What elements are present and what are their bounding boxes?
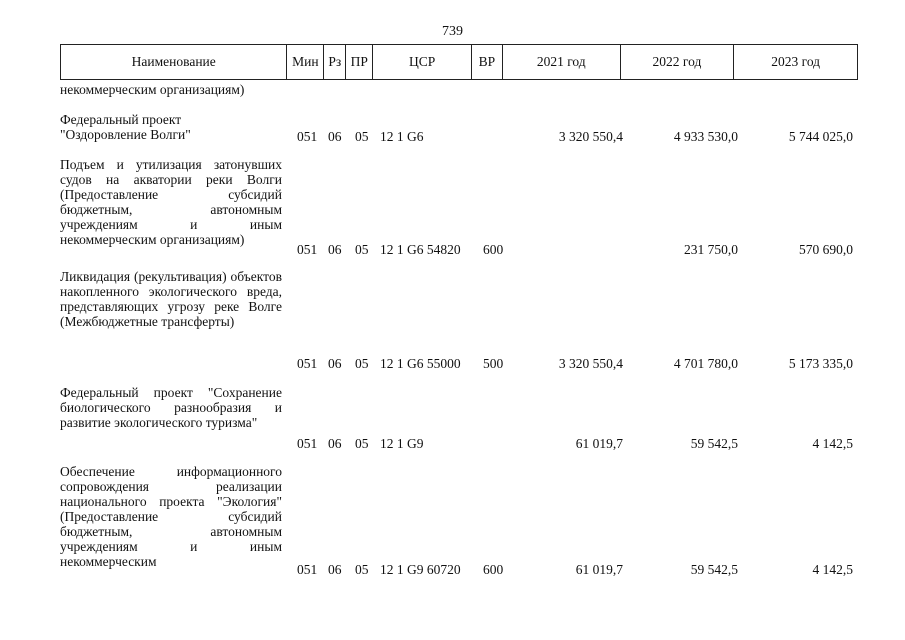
row-vr: 600	[483, 562, 504, 577]
row-2021: 61 019,7	[575, 436, 623, 451]
row-rz: 06	[328, 356, 342, 371]
header-name: Наименование	[61, 45, 287, 79]
row-2023: 570 690,0	[799, 242, 853, 257]
row-csr: 12 1 G6 55000	[380, 356, 461, 371]
row-min: 051	[297, 242, 318, 257]
row-vr: 600	[483, 242, 504, 257]
header-csr: ЦСР	[373, 45, 472, 79]
row-rz: 06	[328, 562, 342, 577]
row-2023: 5 173 335,0	[788, 356, 853, 371]
row-pr: 05	[355, 562, 369, 577]
row-csr: 12 1 G6	[380, 129, 424, 144]
continuation-text: некоммерческим организациям)	[60, 82, 245, 97]
row-2022: 231 750,0	[684, 242, 738, 257]
header-2023: 2023 год	[771, 54, 821, 69]
row-csr: 12 1 G6 54820	[380, 242, 461, 257]
row-2023: 4 142,5	[812, 436, 853, 451]
row-2022: 4 701 780,0	[673, 356, 738, 371]
row-name: Обеспечение информационного сопровождения реализации национального проекта "Экология" (Предоставление субсидий бюджетным, автономным учреждениям и иным некоммерческим	[60, 464, 282, 569]
row-2021: 61 019,7	[575, 562, 623, 577]
row-vr: 500	[483, 356, 504, 371]
row-rz: 06	[328, 436, 342, 451]
header-vr: ВР	[472, 45, 503, 79]
row-pr: 05	[355, 436, 369, 451]
header-2021: 2021 год	[503, 45, 621, 79]
page-number: 739	[442, 24, 463, 39]
row-pr: 05	[355, 242, 369, 257]
row-2022: 59 542,5	[690, 562, 738, 577]
row-min: 051	[297, 562, 318, 577]
row-name: Подъем и утилизация затонувших судов на акватории реки Волги (Предоставление субсидий бюджетным, автономным учреждениям и иным некоммерческим организациям)	[60, 157, 282, 247]
row-rz: 06	[328, 242, 342, 257]
table-header	[60, 44, 858, 80]
row-min: 051	[297, 129, 318, 144]
row-2022: 4 933 530,0	[673, 129, 738, 144]
row-name: Ликвидация (рекультивация) объектов накопленного экологического вреда, представляющих угрозу реке Волге (Межбюджетные трансферты)	[60, 269, 282, 329]
row-min: 051	[297, 436, 318, 451]
row-pr: 05	[355, 356, 369, 371]
row-2021: 3 320 550,4	[558, 129, 623, 144]
row-pr: 05	[355, 129, 369, 144]
row-rz: 06	[328, 129, 342, 144]
row-name: Федеральный проект "Сохранение биологического разнообразия и развитие экологического туризма"	[60, 385, 282, 430]
row-2021: 3 320 550,4	[558, 356, 623, 371]
header-2022: 2022 год	[621, 45, 735, 79]
row-csr: 12 1 G9 60720	[380, 562, 461, 577]
row-2023: 5 744 025,0	[788, 129, 853, 144]
row-csr: 12 1 G9	[380, 436, 424, 451]
row-2023: 4 142,5	[812, 562, 853, 577]
row-2022: 59 542,5	[690, 436, 738, 451]
row-min: 051	[297, 356, 318, 371]
row-name: Федеральный проект "Оздоровление Волги"	[60, 112, 191, 142]
header-rz: Рз	[324, 45, 346, 79]
header-pr: ПР	[346, 45, 373, 79]
header-min: Мин	[287, 45, 324, 79]
